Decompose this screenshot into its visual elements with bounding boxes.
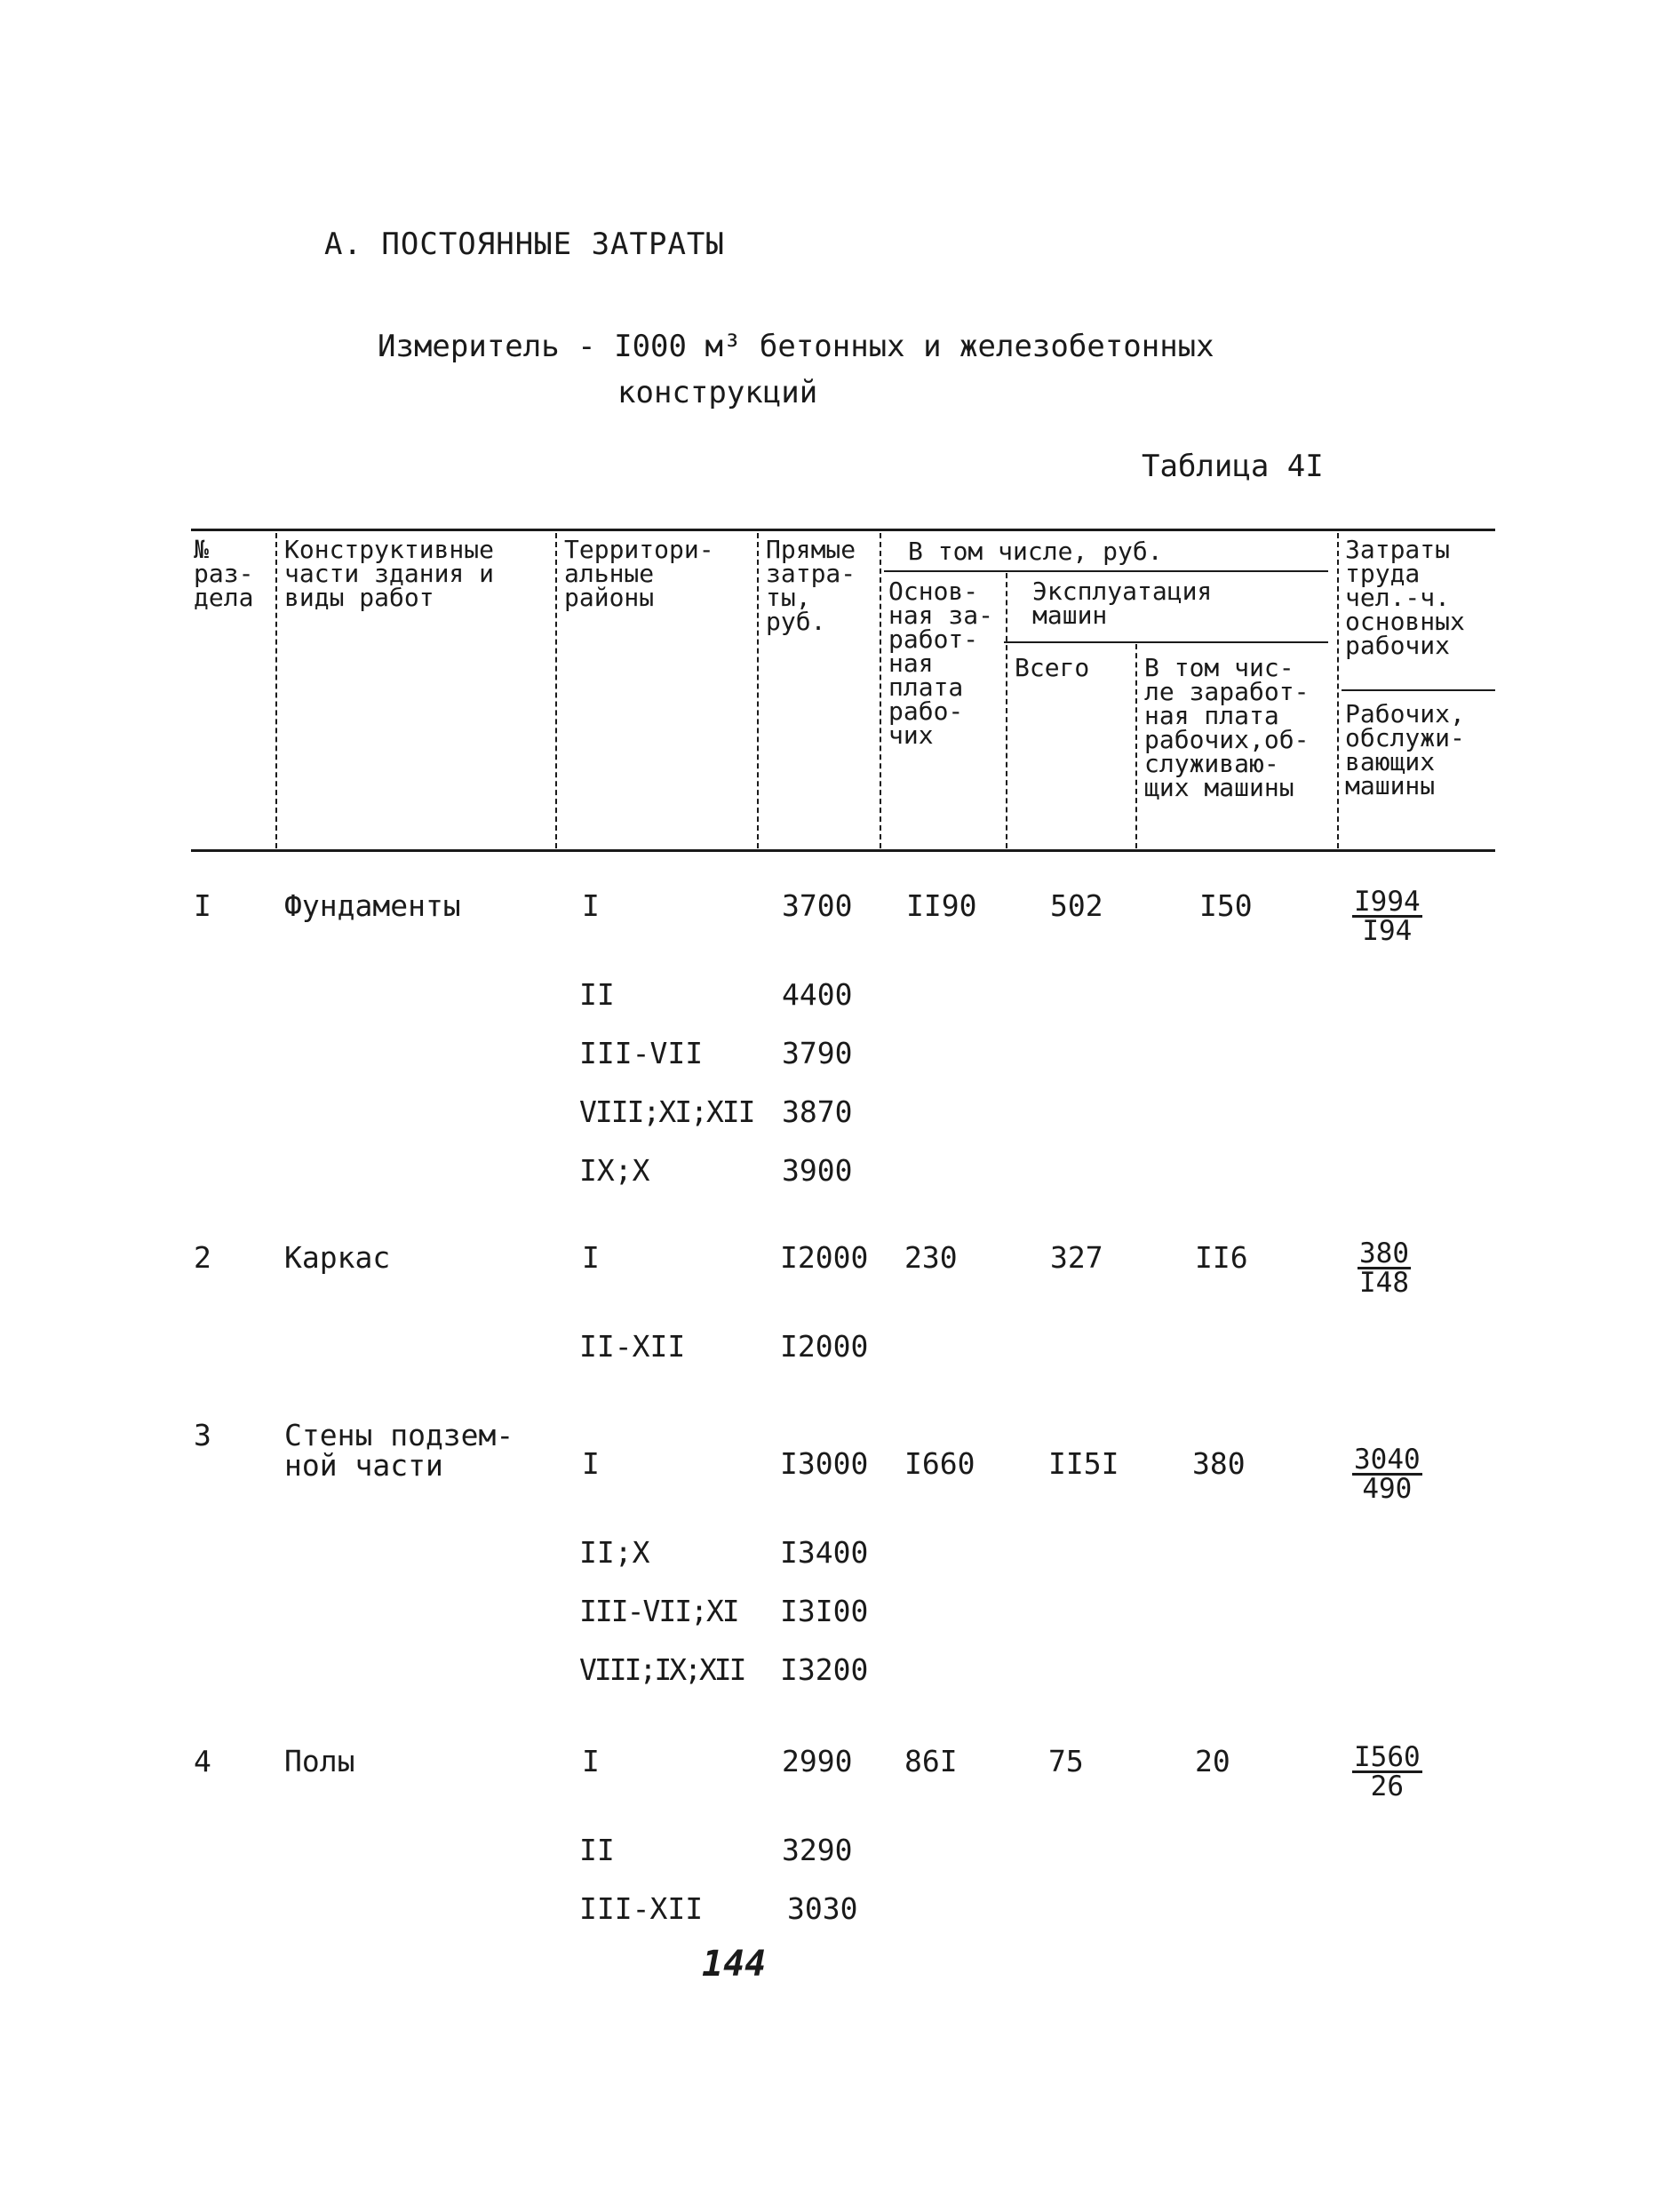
header-direct: Прямые затра- ты, руб. [766,535,856,636]
direct-cost-cell: 3870 [782,1094,853,1129]
basic-wage-cell: 230 [904,1240,958,1275]
labor-numerator: I994 [1354,886,1421,918]
section-name-line-2: ной части [284,1448,443,1483]
labor-fraction [1352,1741,1422,1802]
header-labor: Затраты труда чел.-ч. основных рабочих [1345,535,1465,660]
territory-cell: III-VII [579,1036,704,1070]
incl-underline [884,570,1328,572]
section-name: Каркас [284,1240,391,1275]
labor-denominator: 26 [1370,1770,1404,1802]
labor-fraction [1352,1444,1422,1505]
labor-fraction [1352,886,1422,947]
machines-wage-cell: II6 [1195,1240,1248,1275]
direct-cost-cell: I2000 [780,1329,869,1364]
header-total: Всего [1015,653,1090,682]
direct-cost-cell: 4400 [782,977,853,1012]
meter-line-2: конструкций [617,375,818,410]
direct-cost-cell: 3900 [782,1153,853,1188]
basic-wage-cell: II90 [906,888,977,923]
direct-cost-cell: 3790 [782,1036,853,1070]
direct-cost-cell: 2990 [782,1744,853,1778]
header-incl-wage: В том чис- ле заработ- ная плата рабочих,об- служиваю- щих машины [1144,653,1310,802]
col-divider-7 [1337,533,1339,848]
meter-line-1: Измеритель - I000 м³ бетонных и железобетонных [378,329,1214,364]
section-num: 4 [194,1744,211,1778]
labor-denominator: I94 [1362,915,1413,947]
territory-cell: I [582,888,600,923]
machines-wage-cell: I50 [1199,888,1253,923]
labor-underline [1342,689,1495,691]
section-num: I [194,888,211,923]
col-divider-6 [1135,644,1137,848]
territory-cell: II;X [579,1535,650,1570]
territory-cell: I [582,1446,600,1481]
direct-cost-cell: I2000 [780,1240,869,1275]
labor-fraction [1358,1237,1411,1299]
header-num: № раз- дела [194,535,254,612]
header-parts: Конструктивные части здания и виды работ [284,535,495,612]
direct-cost-cell: I3I00 [780,1594,869,1628]
basic-wage-cell: I660 [904,1446,975,1481]
basic-wage-cell: 86I [904,1744,958,1778]
direct-cost-cell: I3400 [780,1535,869,1570]
col-divider-3 [757,533,759,848]
col-divider-5 [1006,573,1007,848]
section-name: Стены подзем- [284,1418,514,1452]
territory-cell: VIII;XI;XII [579,1094,754,1129]
table-label: Таблица 4I [1142,449,1324,484]
section-name: Фундаменты [284,888,461,923]
header-territory: Территори- альные районы [564,535,714,612]
direct-cost-cell: 3030 [787,1891,858,1926]
col-divider-4 [880,533,881,848]
section-title: А. ПОСТОЯННЫЕ ЗАТРАТЫ [324,227,725,262]
territory-cell: I [582,1744,600,1778]
section-name: Полы [284,1744,355,1778]
labor-denominator: I48 [1359,1267,1409,1299]
labor-numerator: I560 [1354,1741,1421,1773]
header-top-rule [191,529,1495,531]
machines-wage-cell: 20 [1195,1744,1230,1778]
territory-cell: II [579,1833,615,1867]
territory-cell: VIII;IX;XII [579,1652,744,1687]
direct-cost-cell: 3290 [782,1833,853,1867]
header-machines: Эксплуатация машин [1032,577,1213,630]
col-divider-1 [275,533,277,848]
labor-numerator: 380 [1359,1237,1409,1269]
territory-cell: I [582,1240,600,1275]
territory-cell: III-XII [579,1891,704,1926]
page-number: 144 [702,1944,767,1985]
col-divider-2 [555,533,557,848]
labor-denominator: 490 [1362,1473,1413,1505]
machines-total-cell: II5I [1048,1446,1119,1481]
header-incl: В том числе, руб. [908,537,1163,566]
machines-underline [1004,641,1328,643]
labor-numerator: 3040 [1354,1444,1421,1476]
machines-total-cell: 75 [1048,1744,1084,1778]
header-basic-wage: Основ- ная за- работ- ная плата рабо- чих [888,577,994,750]
territory-cell: IX;X [579,1153,650,1188]
direct-cost-cell: I3200 [780,1652,869,1687]
territory-cell: II [579,977,615,1012]
machines-total-cell: 327 [1050,1240,1103,1275]
machines-total-cell: 502 [1050,888,1103,923]
section-num: 3 [194,1418,211,1452]
header-labor-machine: Рабочих, обслужи- вающих машины [1345,699,1465,800]
section-num: 2 [194,1240,211,1275]
direct-cost-cell: I3000 [780,1446,869,1481]
machines-wage-cell: 380 [1192,1446,1246,1481]
direct-cost-cell: 3700 [782,888,853,923]
header-bottom-rule [191,849,1495,852]
territory-cell: III-VII;XI [579,1594,738,1628]
territory-cell: II-XII [579,1329,686,1364]
